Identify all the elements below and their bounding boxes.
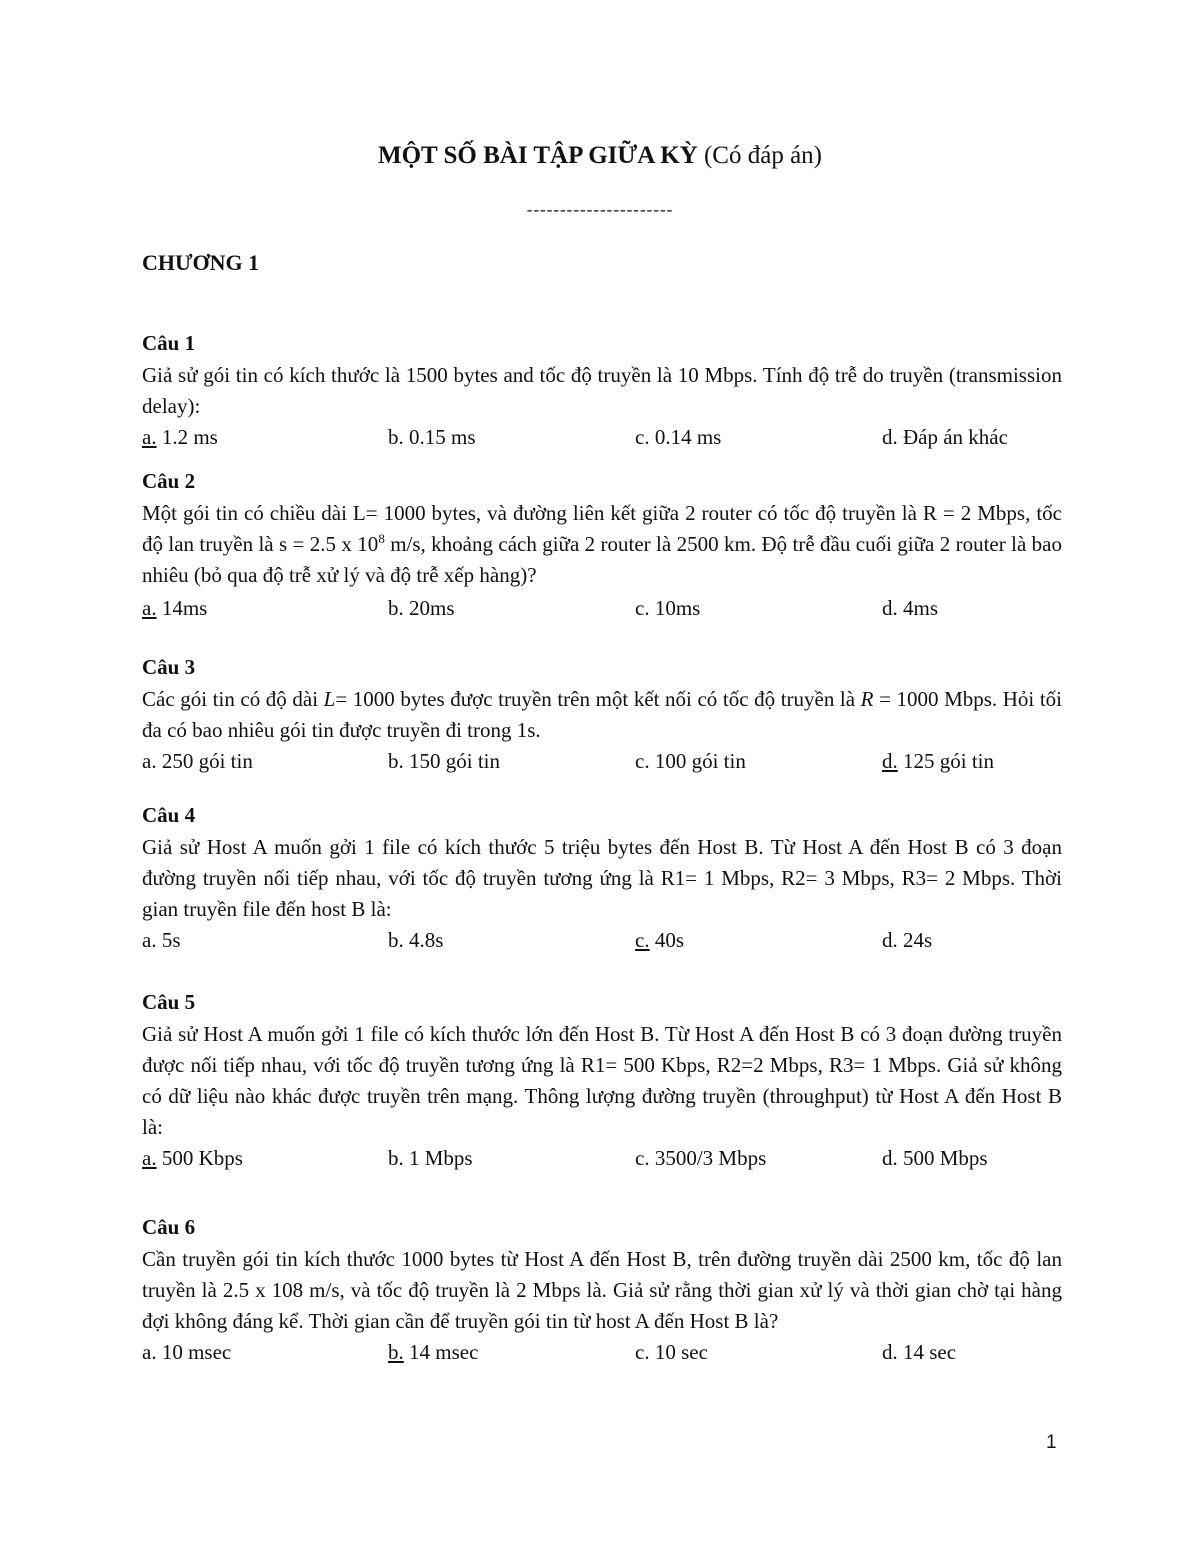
title-rest: (Có đáp án) (697, 142, 823, 169)
option-b (388, 746, 500, 777)
option-text: 250 gói tin (156, 749, 253, 773)
option-letter: c. (635, 425, 650, 449)
question-heading: Câu 5 (142, 990, 196, 1014)
option-c (635, 746, 746, 777)
option-text: 4ms (897, 596, 939, 620)
page-number: 1 (1046, 1432, 1057, 1453)
text-part: Các gói tin có độ dài (142, 687, 324, 711)
question-text: Giả sử Host A muốn gởi 1 file có kích thước 5 triệu bytes đến Host B. Từ Host A đến Host B có 3 đoạn đường truyền nối tiếp nhau, với tốc độ truyền tương ứng là R1= 1 Mbps, R2= 3 Mbps, R3= 2 Mbps. Thời gian truyền file đến host B là: (142, 835, 1062, 921)
option-a (142, 746, 253, 777)
option-text: 14ms (156, 596, 208, 620)
exponent: 8 (378, 531, 385, 546)
option-text: 10 msec (156, 1340, 232, 1364)
option-letter: b. (388, 1146, 404, 1170)
question-2 (142, 466, 1062, 624)
option-letter: d. (882, 1146, 898, 1170)
option-a (142, 1337, 231, 1368)
divider: ---------------------- (526, 200, 674, 219)
option-d (882, 593, 938, 624)
option-letter: c. (635, 1340, 650, 1364)
option-letter: b. (388, 596, 404, 620)
option-letter: b. (388, 749, 404, 773)
option-letter: d. (882, 596, 898, 620)
question-5 (142, 987, 1062, 1174)
option-a (142, 593, 207, 624)
option-letter: d. (882, 928, 898, 952)
option-letter: d. (882, 425, 898, 449)
option-letter: a. (142, 928, 157, 952)
option-text: Đáp án khác (897, 425, 1008, 449)
option-letter: a. (142, 1340, 157, 1364)
option-d (882, 1143, 988, 1174)
option-letter: a. (142, 1146, 157, 1170)
answer-options (142, 593, 1062, 624)
option-text: 1 Mbps (403, 1146, 473, 1170)
option-d (882, 422, 1008, 453)
question-text: Cần truyền gói tin kích thước 1000 bytes từ Host A đến Host B, trên đường truyền dài 2500 km, tốc độ lan truyền là 2.5 x 108 m/s, và tốc độ truyền là 2 Mbps là. Giả sử rằng thời gian xử lý và thời gian chờ tại hàng đợi không đáng kể. Thời gian cần để truyền gói tin từ host A đến Host B là? (142, 1247, 1062, 1333)
option-text: 10ms (649, 596, 701, 620)
option-d (882, 1337, 956, 1368)
title-bold: MỘT SỐ BÀI TẬP GIỮA KỲ (377, 142, 698, 169)
answer-options (142, 925, 1062, 956)
answer-options (142, 746, 1062, 777)
question-heading: Câu 3 (142, 655, 196, 679)
option-c (635, 925, 684, 956)
option-letter: b. (388, 425, 404, 449)
option-letter: a. (142, 596, 157, 620)
option-d (882, 925, 932, 956)
option-text: 20ms (403, 596, 455, 620)
text-before: Một gói tin có chiều dài L= 1000 bytes, và đường liên kết giữa 2 router có tốc độ truyền là R = 2 Mbps, tốc độ lan truyền là s = 2.5 x 10 (142, 501, 1062, 556)
question-heading: Câu 4 (142, 803, 196, 827)
text-after: m/s, khoảng cách giữa 2 router là 2500 km. Độ trễ đầu cuối giữa 2 router là bao nhiêu (bỏ qua độ trễ xử lý và độ trễ xếp hàng)? (142, 532, 1062, 587)
option-letter: c. (635, 1146, 650, 1170)
question-1 (142, 328, 1062, 453)
option-letter: b. (388, 928, 404, 952)
var-L: L (323, 687, 336, 711)
text-part: = 1000 bytes được truyền trên một kết nối có tốc độ truyền là (335, 687, 861, 711)
question-heading: Câu 1 (142, 331, 196, 355)
option-c (635, 593, 700, 624)
option-b (388, 925, 443, 956)
option-a (142, 1143, 243, 1174)
option-b (388, 422, 476, 453)
option-b (388, 593, 455, 624)
chapter-heading: CHƯƠNG 1 (142, 250, 260, 275)
option-letter: a. (142, 749, 157, 773)
option-text: 500 Mbps (897, 1146, 988, 1170)
option-letter: d. (882, 749, 898, 773)
page-title (0, 142, 1200, 170)
option-text: 0.15 ms (403, 425, 476, 449)
option-text: 5s (156, 928, 181, 952)
question-6 (142, 1212, 1062, 1368)
option-c (635, 1337, 708, 1368)
option-letter: b. (388, 1340, 404, 1364)
option-text: 150 gói tin (403, 749, 501, 773)
question-text: Giả sử Host A muốn gởi 1 file có kích thước lớn đến Host B. Từ Host A đến Host B có 3 đoạn đường truyền được nối tiếp nhau, với tốc độ truyền tương ứng là R1= 500 Kbps, R2=2 Mbps, R3= 1 Mbps. Giả sử không có dữ liệu nào khác được truyền trên mạng. Thông lượng đường truyền (throughput) từ Host A đến Host B là: (142, 1022, 1062, 1139)
option-text: 500 Kbps (156, 1146, 243, 1170)
option-text: 14 msec (403, 1340, 479, 1364)
option-text: 125 gói tin (897, 749, 995, 773)
var-R: R (860, 687, 874, 711)
option-text: 4.8s (403, 928, 444, 952)
option-c (635, 1143, 766, 1174)
answer-options (142, 1143, 1062, 1174)
option-text: 24s (897, 928, 933, 952)
option-text: 40s (649, 928, 685, 952)
option-d (882, 746, 994, 777)
option-letter: d. (882, 1340, 898, 1364)
option-text: 14 sec (897, 1340, 957, 1364)
question-text (142, 684, 1062, 746)
option-a (142, 422, 218, 453)
question-heading: Câu 6 (142, 1215, 196, 1239)
question-3 (142, 652, 1062, 777)
option-text: 1.2 ms (156, 425, 218, 449)
answer-options (142, 422, 1062, 453)
answer-options (142, 1337, 1062, 1368)
question-text: Giả sử gói tin có kích thước là 1500 bytes and tốc độ truyền là 10 Mbps. Tính độ trễ do truyền (transmission delay): (142, 363, 1062, 418)
option-letter: c. (635, 749, 650, 773)
question-heading: Câu 2 (142, 469, 196, 493)
option-a (142, 925, 181, 956)
option-text: 10 sec (649, 1340, 708, 1364)
option-text: 100 gói tin (649, 749, 746, 773)
option-b (388, 1143, 473, 1174)
option-letter: c. (635, 596, 650, 620)
option-letter: a. (142, 425, 157, 449)
question-text (142, 498, 1062, 591)
question-4 (142, 800, 1062, 956)
option-c (635, 422, 721, 453)
option-letter: c. (635, 928, 650, 952)
option-b (388, 1337, 478, 1368)
option-text: 0.14 ms (649, 425, 722, 449)
text-part: = 1000 Mbps. Hỏi tối đa có bao nhiêu gói tin được truyền đi trong 1s. (142, 687, 1062, 742)
option-text: 3500/3 Mbps (649, 1146, 767, 1170)
